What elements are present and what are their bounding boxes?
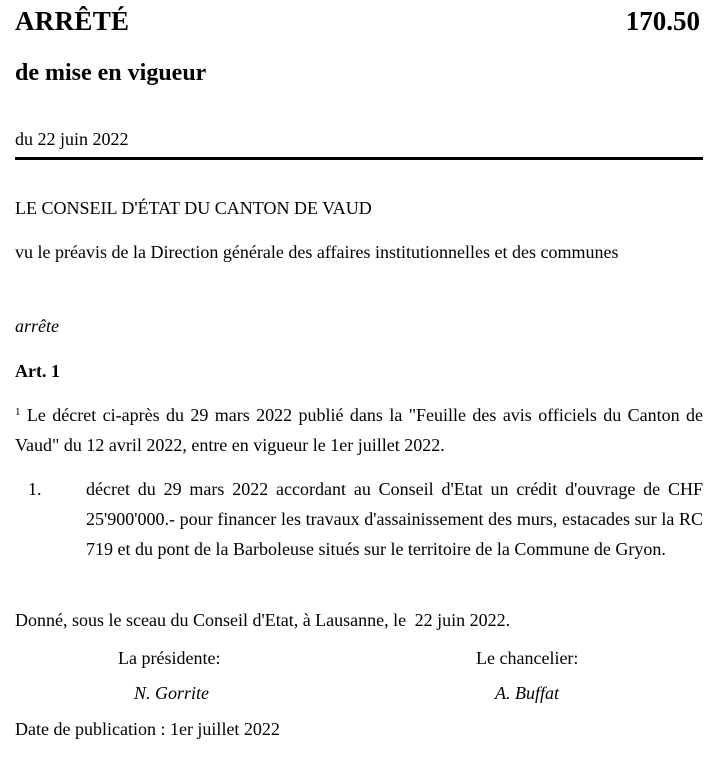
preavis-paragraph: vu le préavis de la Direction générale des affaires institutionnelles et des communes <box>15 242 619 262</box>
given-date: 22 juin 2022. <box>414 610 511 630</box>
article-alinea <box>15 400 703 460</box>
enacting-verb: arrête <box>15 316 59 336</box>
alinea-text: Le décret ci-après du 29 mars 2022 publié dans la "Feuille des avis officiels du Canton de Vaud" du 12 avril 2022, entre en vigueur le 1er juillet 2022. <box>15 405 704 455</box>
signatory-name-chancellor: A. Buffat <box>495 683 559 703</box>
document-subtitle: de mise en vigueur <box>15 60 207 86</box>
given-text: Donné, sous le sceau du Conseil d'Etat, à Lausanne, le <box>15 610 407 630</box>
document-date: du 22 juin 2022 <box>15 129 129 149</box>
alinea-number: 1 <box>15 406 21 418</box>
list-item-number: 1. <box>28 479 42 499</box>
article-heading: Art. 1 <box>15 361 60 381</box>
signatory-role-president: La présidente: <box>118 648 221 668</box>
header-divider <box>15 157 703 160</box>
document-title: ARRÊTÉ <box>15 6 130 36</box>
signatory-name-president: N. Gorrite <box>134 683 210 703</box>
signatory-role-chancellor: Le chancelier: <box>476 648 579 668</box>
given-statement <box>15 605 510 635</box>
publication-date: Date de publication : 1er juillet 2022 <box>15 719 280 739</box>
list-item-text: décret du 29 mars 2022 accordant au Conseil d'Etat un crédit d'ouvrage de CHF 25'900'000.- pour financer les travaux d'assainissement des murs, estacades sur la RC 719 et du pont de la Barboleuse situés sur le territoire de la Commune de Gryon. <box>86 479 703 559</box>
issuing-authority: LE CONSEIL D'ÉTAT DU CANTON DE VAUD <box>15 198 372 218</box>
document-number: 170.50 <box>625 6 700 36</box>
